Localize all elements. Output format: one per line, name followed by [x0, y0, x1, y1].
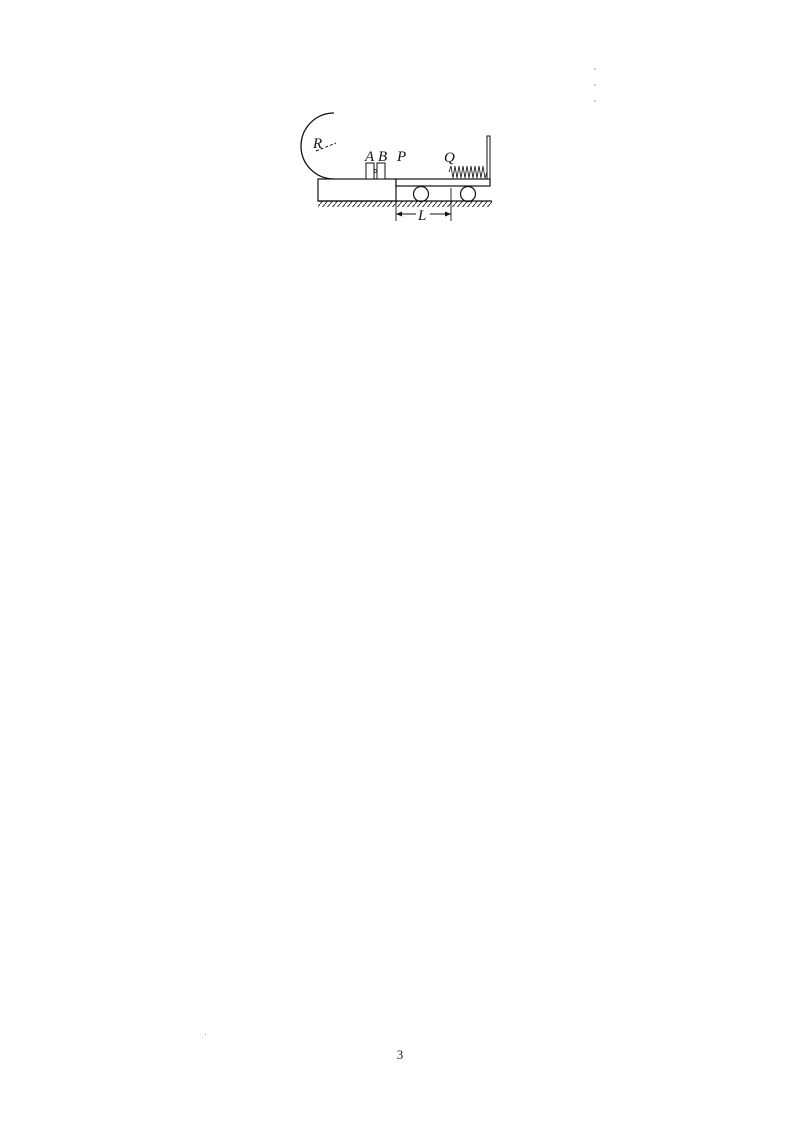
label-length: L: [418, 208, 427, 224]
label-point-p: P: [397, 149, 407, 165]
compressed-spring-ab: [374, 170, 377, 173]
block-a: [366, 163, 374, 179]
arrowhead-left: [396, 212, 402, 217]
ground-hatch: [318, 201, 492, 207]
spring-q: [449, 166, 487, 178]
physics-diagram: [0, 0, 800, 260]
wheel-right: [461, 187, 476, 202]
label-block-b: B: [378, 149, 388, 165]
corner-dots: [594, 68, 595, 101]
stray-mark: [205, 1034, 206, 1035]
label-point-q: Q: [444, 150, 455, 166]
arrowhead-right: [445, 212, 451, 217]
wheel-left: [414, 187, 429, 202]
page-number: 3: [396, 1047, 404, 1062]
cart-wall: [487, 136, 490, 179]
label-block-a: A: [365, 149, 375, 165]
cart-board: [396, 179, 490, 186]
label-radius: R: [313, 136, 323, 152]
block-b: [377, 163, 385, 179]
fixed-platform: [318, 179, 396, 201]
